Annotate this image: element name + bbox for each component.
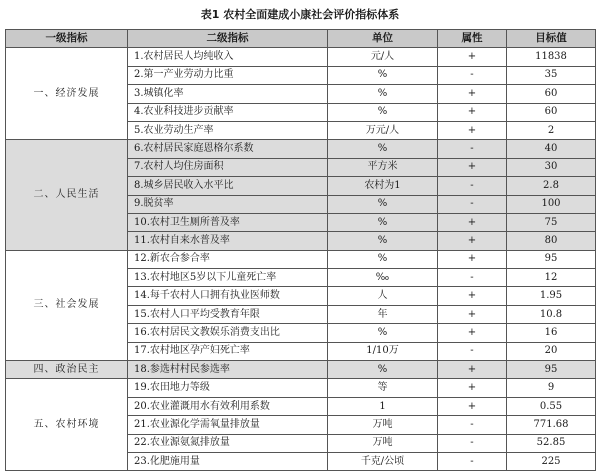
attribute-cell: - <box>438 195 507 213</box>
level2-indicator-cell: 20.农业灌溉用水有效利用系数 <box>128 397 328 415</box>
level1-indicator-cell: 四、政治民主 <box>6 361 128 379</box>
level2-indicator-cell: 16.农村居民文教娱乐消费支出比 <box>128 324 328 342</box>
target-value-cell: 40 <box>507 140 596 158</box>
target-value-cell: 60 <box>507 103 596 121</box>
attribute-cell: + <box>438 324 507 342</box>
target-value-cell: 771.68 <box>507 416 596 434</box>
level2-indicator-cell: 2.第一产业劳动力比重 <box>128 66 328 84</box>
level1-indicator-cell: 一、经济发展 <box>6 48 128 140</box>
level2-indicator-cell: 21.农业源化学需氧量排放量 <box>128 416 328 434</box>
target-value-cell: 100 <box>507 195 596 213</box>
header-target: 目标值 <box>507 30 596 48</box>
attribute-cell: + <box>438 232 507 250</box>
target-value-cell: 52.85 <box>507 434 596 452</box>
level2-indicator-cell: 8.城乡居民收入水平比 <box>128 177 328 195</box>
attribute-cell: - <box>438 434 507 452</box>
attribute-cell: + <box>438 85 507 103</box>
target-value-cell: 1.95 <box>507 287 596 305</box>
target-value-cell: 35 <box>507 66 596 84</box>
target-value-cell: 95 <box>507 250 596 268</box>
target-value-cell: 0.55 <box>507 397 596 415</box>
level2-indicator-cell: 7.农村人均住房面积 <box>128 158 328 176</box>
unit-cell: % <box>328 85 438 103</box>
attribute-cell: + <box>438 397 507 415</box>
table-row <box>6 361 596 379</box>
unit-cell: ‰ <box>328 269 438 287</box>
level2-indicator-cell: 6.农村居民家庭恩格尔系数 <box>128 140 328 158</box>
level2-indicator-cell: 19.农田地力等级 <box>128 379 328 397</box>
level2-indicator-cell: 9.脱贫率 <box>128 195 328 213</box>
attribute-cell: + <box>438 287 507 305</box>
unit-cell: % <box>328 213 438 231</box>
target-value-cell: 2.8 <box>507 177 596 195</box>
attribute-cell: - <box>438 269 507 287</box>
unit-cell: 等 <box>328 379 438 397</box>
level1-indicator-cell: 三、社会发展 <box>6 250 128 360</box>
level2-indicator-cell: 14.每千农村人口拥有执业医师数 <box>128 287 328 305</box>
target-value-cell: 2 <box>507 121 596 139</box>
attribute-cell: + <box>438 379 507 397</box>
level2-indicator-cell: 17.农村地区孕产妇死亡率 <box>128 342 328 360</box>
unit-cell: 万元/人 <box>328 121 438 139</box>
unit-cell: 元/人 <box>328 48 438 66</box>
level2-indicator-cell: 15.农村人口平均受教育年限 <box>128 305 328 323</box>
level2-indicator-cell: 3.城镇化率 <box>128 85 328 103</box>
header-level1: 一级指标 <box>6 30 128 48</box>
attribute-cell: + <box>438 48 507 66</box>
target-value-cell: 60 <box>507 85 596 103</box>
unit-cell: % <box>328 140 438 158</box>
attribute-cell: + <box>438 103 507 121</box>
target-value-cell: 80 <box>507 232 596 250</box>
level2-indicator-cell: 11.农村自来水普及率 <box>128 232 328 250</box>
attribute-cell: - <box>438 177 507 195</box>
unit-cell: % <box>328 324 438 342</box>
unit-cell: 千克/公顷 <box>328 452 438 470</box>
header-level2: 二级指标 <box>128 30 328 48</box>
target-value-cell: 16 <box>507 324 596 342</box>
level2-indicator-cell: 13.农村地区5岁以下儿童死亡率 <box>128 269 328 287</box>
target-value-cell: 9 <box>507 379 596 397</box>
unit-cell: 农村为1 <box>328 177 438 195</box>
unit-cell: 1 <box>328 397 438 415</box>
table-row <box>6 48 596 66</box>
target-value-cell: 225 <box>507 452 596 470</box>
unit-cell: % <box>328 250 438 268</box>
unit-cell: % <box>328 361 438 379</box>
table-body <box>6 48 596 471</box>
table-row <box>6 250 596 268</box>
unit-cell: 平方米 <box>328 158 438 176</box>
target-value-cell: 12 <box>507 269 596 287</box>
unit-cell: 人 <box>328 287 438 305</box>
level2-indicator-cell: 1.农村居民人均纯收入 <box>128 48 328 66</box>
header-attribute: 属性 <box>438 30 507 48</box>
level1-indicator-cell: 二、人民生活 <box>6 140 128 250</box>
unit-cell: 万吨 <box>328 416 438 434</box>
attribute-cell: + <box>438 158 507 176</box>
target-value-cell: 10.8 <box>507 305 596 323</box>
target-value-cell: 95 <box>507 361 596 379</box>
target-value-cell: 20 <box>507 342 596 360</box>
indicator-table <box>5 29 596 471</box>
table-header-row <box>6 30 596 48</box>
unit-cell: 万吨 <box>328 434 438 452</box>
attribute-cell: - <box>438 342 507 360</box>
target-value-cell: 75 <box>507 213 596 231</box>
level2-indicator-cell: 18.参选村村民参选率 <box>128 361 328 379</box>
attribute-cell: + <box>438 213 507 231</box>
table-row <box>6 140 596 158</box>
level2-indicator-cell: 5.农业劳动生产率 <box>128 121 328 139</box>
level2-indicator-cell: 23.化肥施用量 <box>128 452 328 470</box>
level2-indicator-cell: 12.新农合参合率 <box>128 250 328 268</box>
header-unit: 单位 <box>328 30 438 48</box>
table-title: 表1 农村全面建成小康社会评价指标体系 <box>200 8 400 21</box>
unit-cell: 年 <box>328 305 438 323</box>
target-value-cell: 11838 <box>507 48 596 66</box>
attribute-cell: + <box>438 121 507 139</box>
target-value-cell: 30 <box>507 158 596 176</box>
unit-cell: % <box>328 232 438 250</box>
table-row <box>6 379 596 397</box>
unit-cell: % <box>328 195 438 213</box>
attribute-cell: + <box>438 305 507 323</box>
level2-indicator-cell: 4.农业科技进步贡献率 <box>128 103 328 121</box>
unit-cell: % <box>328 66 438 84</box>
attribute-cell: - <box>438 66 507 84</box>
level1-indicator-cell: 五、农村环境 <box>6 379 128 471</box>
unit-cell: 1/10万 <box>328 342 438 360</box>
level2-indicator-cell: 22.农业源氨氮排放量 <box>128 434 328 452</box>
attribute-cell: - <box>438 452 507 470</box>
attribute-cell: + <box>438 361 507 379</box>
attribute-cell: + <box>438 250 507 268</box>
attribute-cell: - <box>438 416 507 434</box>
unit-cell: % <box>328 103 438 121</box>
attribute-cell: - <box>438 140 507 158</box>
level2-indicator-cell: 10.农村卫生厕所普及率 <box>128 213 328 231</box>
